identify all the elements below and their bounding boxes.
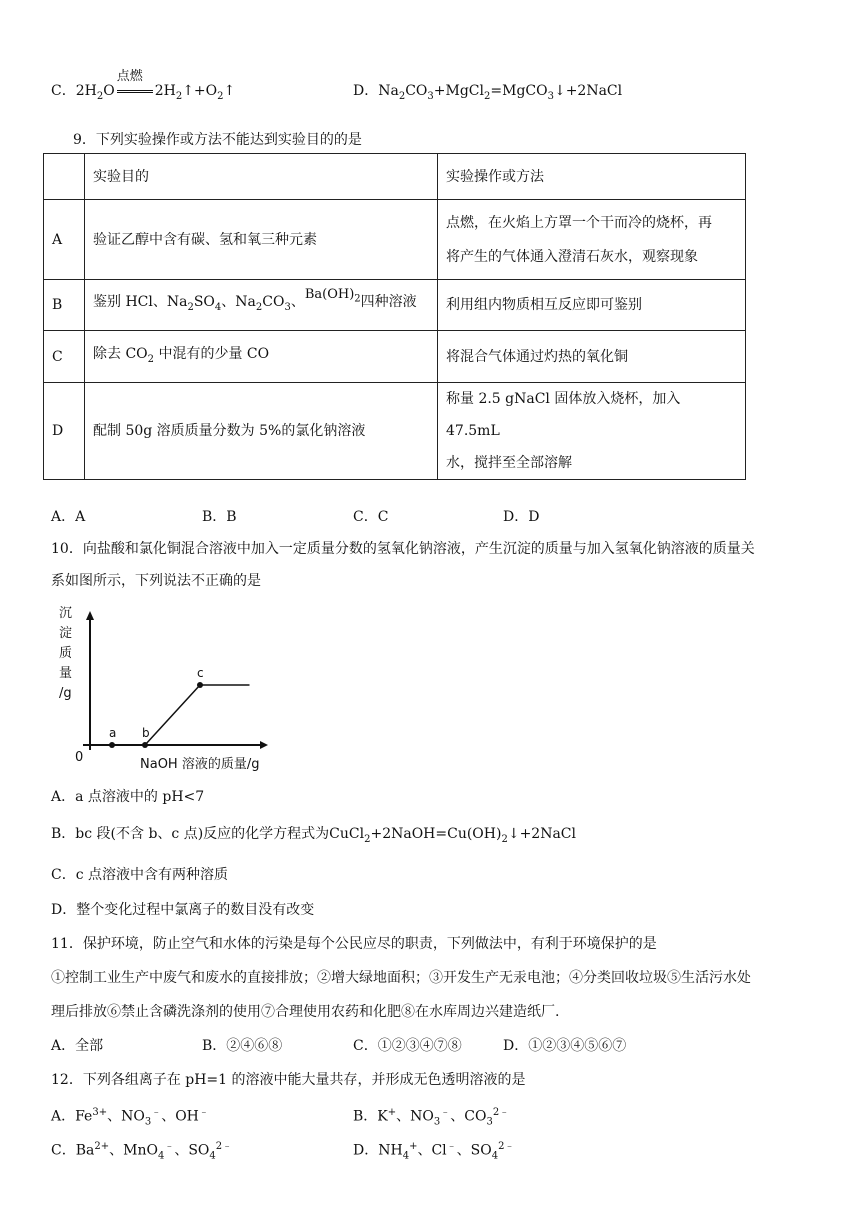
q8-c-right: 2H — [154, 83, 176, 99]
table-row — [44, 200, 746, 280]
q10-option-d: D．整个变化过程中氯离子的数目没有改变 — [51, 902, 315, 918]
table-row — [44, 331, 746, 383]
header-method: 实验操作或方法 — [438, 154, 746, 200]
method-line: 将产生的气体通入澄清石灰水，观察现象 — [446, 248, 698, 265]
row-purpose: 配制 50g 溶质质量分数为 5%的氯化钠溶液 — [85, 383, 438, 480]
q8-option-d: D．$Na_2CO_3+MgCl_2=MgCO_3↓+2NaCl$ — [353, 83, 623, 102]
y-label-char: 淀 — [59, 626, 73, 641]
purpose-text: 鉴别 HCl、Na — [93, 294, 188, 311]
q11-line2: 理后排放⑥禁止含磷洗涤剂的使用⑦合理使用农药和化肥⑧在水库周边兴建造纸厂. — [51, 1004, 560, 1020]
q10-option-b: B．bc 段(不含 b、c 点)反应的化学方程式为$CuCl_2+2NaOH=Cu(OH)_2↓+2NaCl$ — [51, 826, 576, 845]
point-label-c: c — [197, 666, 204, 680]
reaction-condition — [115, 69, 155, 99]
row-label: A — [44, 200, 85, 280]
condition-text: 点燃 — [116, 69, 143, 84]
q11-option-c: C．①②③④⑦⑧ — [353, 1038, 462, 1054]
y-axis-arrow — [86, 611, 94, 620]
row-label: D — [44, 383, 85, 480]
header-purpose: 实验目的 — [85, 154, 438, 200]
x-axis-arrow — [260, 741, 268, 749]
q9-option-d: D．D — [503, 509, 540, 525]
row-purpose: 鉴别 HCl、$Na_2SO_4$、$Na_2CO_3$、$Ba(OH)_2$四种溶液 — [85, 280, 438, 331]
q10-option-c: C．c 点溶液中含有两种溶质 — [51, 867, 229, 883]
table-row — [44, 383, 746, 480]
table-header-row — [44, 154, 746, 200]
q10-b-text: B．bc 段(不含 b、c 点)反应的化学方程式为 — [51, 826, 330, 842]
row-method — [438, 383, 746, 480]
q12-stem: 12．下列各组离子在 pH=1 的溶液中能大量共存，并形成无色透明溶液的是 — [51, 1072, 526, 1088]
q8-c-left: C．2H — [51, 83, 97, 99]
q11-option-a: A．全部 — [51, 1038, 104, 1054]
y-label-char: 沉 — [59, 606, 73, 621]
q11-stem: 11．保护环境，防止空气和水体的污染是每个公民应尽的职责，下列做法中，有利于环境保护的是 — [51, 936, 657, 952]
table-row — [44, 280, 746, 331]
y-label-char: /g — [59, 686, 72, 701]
row-method: 利用组内物质相互反应即可鉴别 — [438, 280, 746, 331]
q10-stem-line1: 10．向盐酸和氯化铜混合溶液中加入一定质量分数的氢氧化钠溶液，产生沉淀的质量与加入氢氧化钠溶液的质量关 — [51, 541, 755, 557]
point-label-b: b — [142, 726, 150, 740]
q9-option-c: C．C — [353, 509, 389, 525]
q10-option-a: A．a 点溶液中的 pH<7 — [51, 789, 205, 805]
q9-option-b: B．B — [202, 509, 237, 525]
x-axis-label: NaOH 溶液的质量/g — [140, 757, 260, 772]
q12-option-c: C．$Ba^{2+}$、MnO$_4$﹣、$SO_4^{2﹣}$ — [51, 1141, 233, 1162]
row-label: C — [44, 331, 85, 383]
q8-option-c: C．$2H_2O$ 点燃 $2H_2↑+O_2↑$ — [51, 80, 235, 102]
q9-stem: 9．下列实验操作或方法不能达到实验目的的是 — [73, 132, 362, 148]
q8-d-text: D．Na — [353, 83, 399, 99]
data-point-c — [197, 682, 203, 688]
row-label: B — [44, 280, 85, 331]
purpose-text: 除去 CO — [93, 345, 148, 362]
q12-option-d: D．$NH_4^+$、Cl﹣、$SO_4^{2﹣}$ — [353, 1141, 515, 1162]
q9-table — [43, 153, 746, 480]
y-label-char: 质 — [59, 646, 73, 661]
precipitate-chart — [55, 600, 285, 780]
data-point-b — [142, 742, 148, 748]
q11-line1: ①控制工业生产中废气和废水的直接排放；②增大绿地面积；③开发生产无汞电池；④分类回收垃圾⑤生活污水处 — [51, 970, 751, 986]
q12-option-a: A．$Fe^{3+}$、$NO_3^﹣$、OH﹣ — [51, 1107, 209, 1128]
method-line: 称量 2.5 gNaCl 固体放入烧杯，加入 47.5mL — [446, 391, 681, 439]
purpose-text: 中混有的少量 CO — [158, 345, 270, 362]
q12-option-b: B．K+、$NO_3^﹣$、$CO_3^{2﹣}$ — [353, 1107, 510, 1128]
q10-stem-line2: 系如图所示，下列说法不正确的是 — [51, 573, 261, 589]
origin-label: 0 — [75, 750, 84, 765]
q11-option-d: D．①②③④⑤⑥⑦ — [503, 1038, 627, 1054]
row-method — [438, 200, 746, 280]
row-purpose: 验证乙醇中含有碳、氢和氧三种元素 — [85, 200, 438, 280]
q9-option-a: A．A — [51, 509, 86, 525]
purpose-text: 四种溶液 — [360, 294, 417, 311]
y-label-char: 量 — [59, 666, 73, 681]
data-point-a — [109, 742, 115, 748]
q11-option-b: B．②④⑥⑧ — [202, 1038, 283, 1054]
method-line: 点燃，在火焰上方罩一个干而冷的烧杯，再 — [446, 214, 712, 231]
method-line: 水，搅拌至全部溶解 — [446, 455, 572, 471]
row-purpose: 除去 $CO_2$ 中混有的少量 CO — [85, 331, 438, 383]
row-method: 将混合气体通过灼热的氧化铜 — [438, 331, 746, 383]
point-label-a: a — [109, 726, 117, 740]
